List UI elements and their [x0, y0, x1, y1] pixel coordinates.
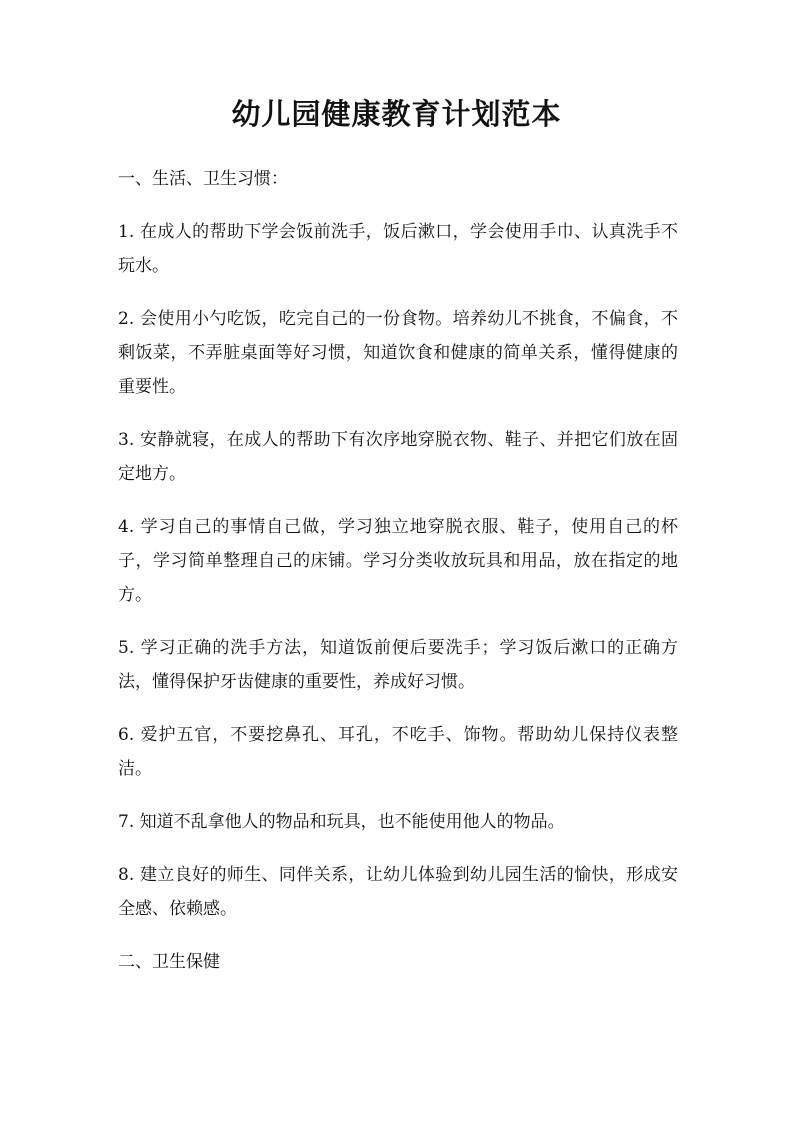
paragraph-item-5: 5. 学习正确的洗手方法，知道饭前便后要洗手；学习饭后漱口的正确方法，懂得保护牙齿健康的重要性，养成好习惯。 [118, 638, 678, 692]
paragraph-item-6: 6. 爱护五官，不要挖鼻孔、耳孔，不吃手、饰物。帮助幼儿保持仪表整洁。 [118, 725, 678, 779]
paragraph-item-4: 4. 学习自己的事情自己做，学习独立地穿脱衣服、鞋子，使用自己的杯子，学习简单整理自己的床铺。学习分类收放玩具和用品，放在指定的地方。 [118, 517, 678, 605]
document-title: 幼儿园健康教育计划范本 [231, 97, 562, 131]
paragraph-item-3: 3. 安静就寝，在成人的帮助下有次序地穿脱衣物、鞋子、并把它们放在固定地方。 [118, 430, 678, 484]
paragraph-item-1: 1. 在成人的帮助下学会饭前洗手，饭后漱口，学会使用手巾、认真洗手不玩水。 [118, 222, 678, 276]
paragraph-item-7: 7. 知道不乱拿他人的物品和玩具，也不能使用他人的物品。 [118, 812, 565, 832]
paragraph-item-8: 8. 建立良好的师生、同伴关系，让幼儿体验到幼儿园生活的愉快，形成安全感、依赖感。 [118, 865, 678, 919]
paragraph-item-2: 2. 会使用小勺吃饭，吃完自己的一份食物。培养幼儿不挑食，不偏食，不剩饭菜，不弄脏桌面等好习惯，知道饮食和健康的简单关系，懂得健康的重要性。 [118, 309, 678, 397]
section-heading-habits: 一、生活、卫生习惯： [118, 169, 288, 189]
section-heading-health-care: 二、卫生保健 [118, 952, 220, 972]
document-body [118, 162, 678, 998]
